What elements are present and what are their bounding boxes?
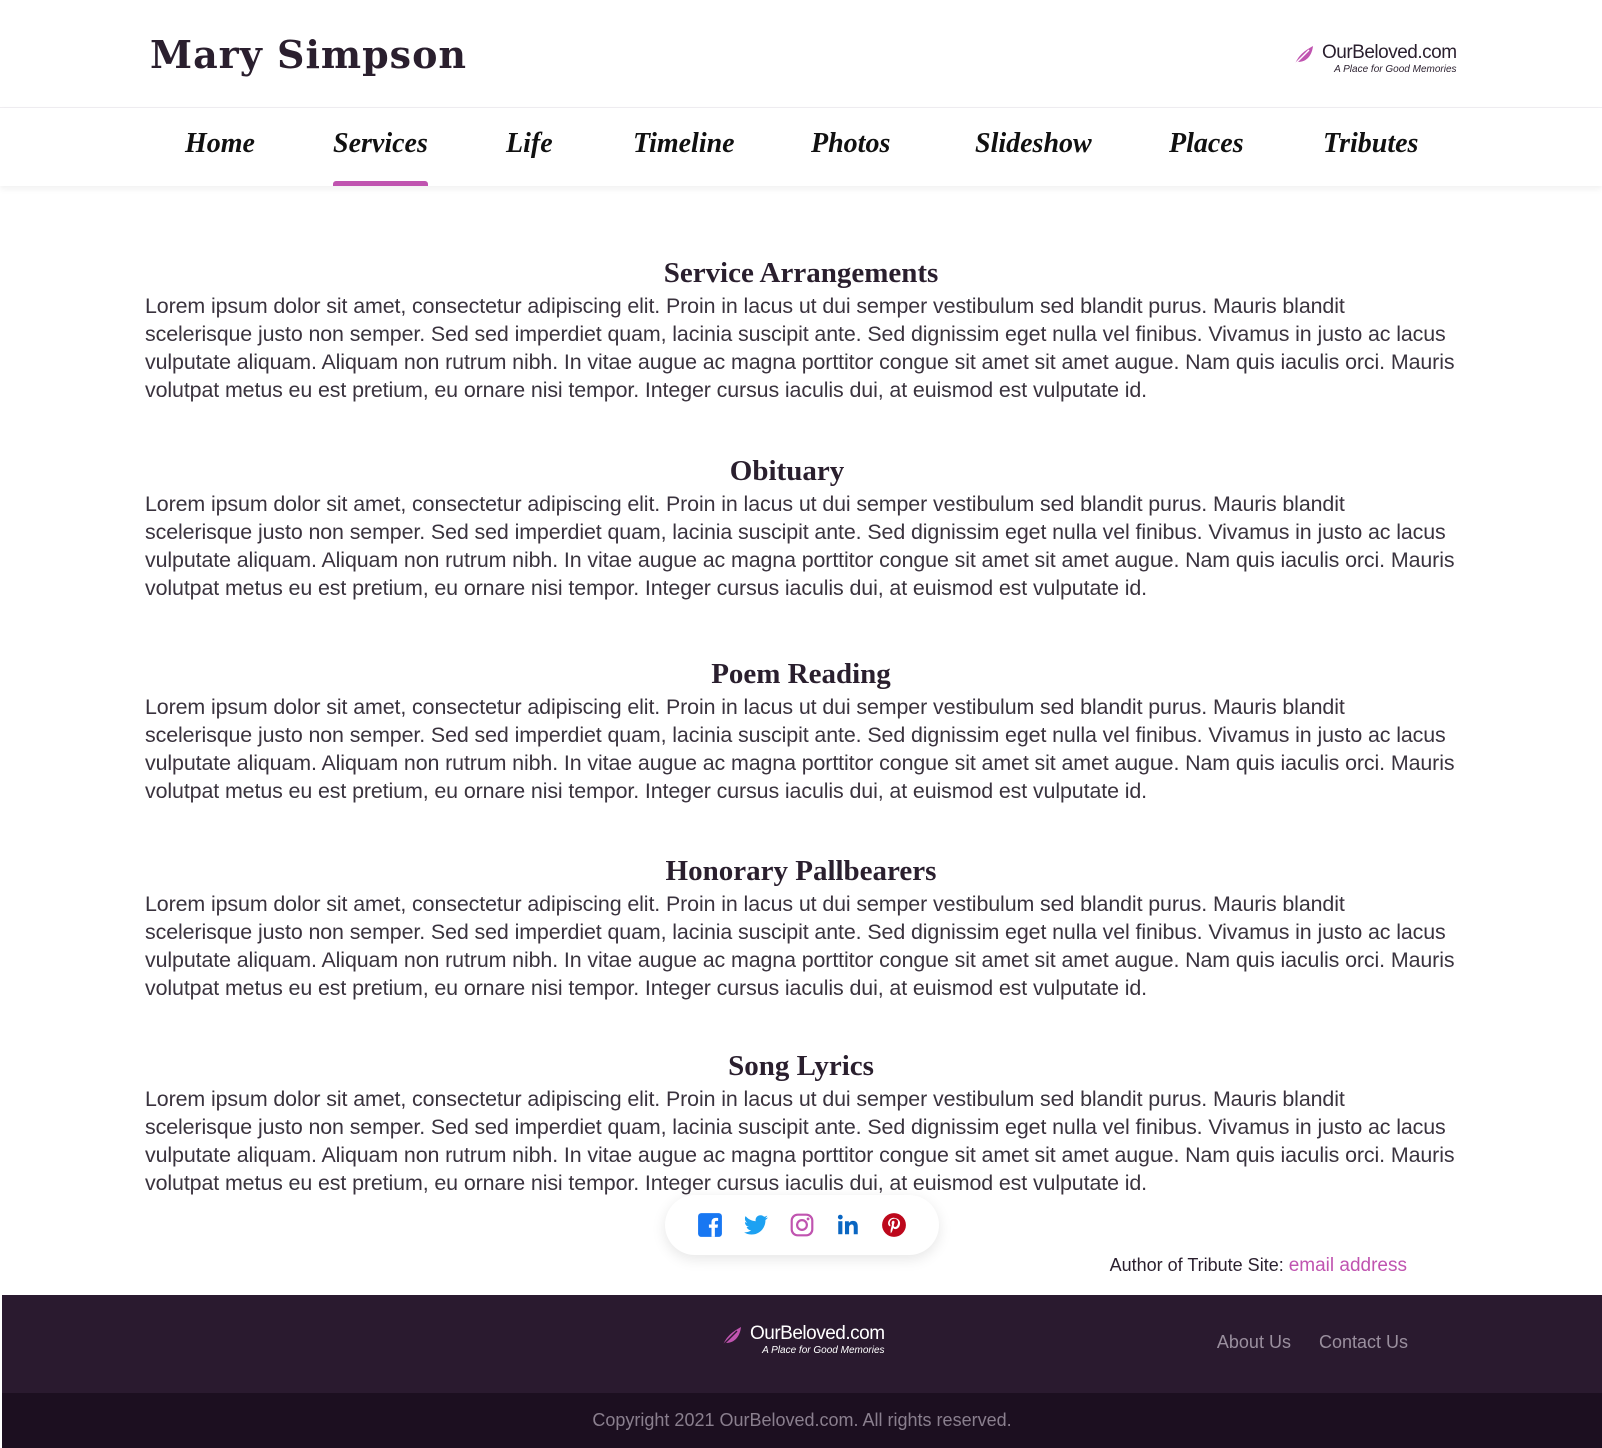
section-title: Service Arrangements [663,257,939,289]
leaf-logo-icon [1292,43,1316,67]
footer-logo[interactable] [720,1323,885,1357]
section-title: Obituary [729,455,845,487]
brand-tagline: A Place for Good Memories [1334,64,1457,75]
brand-name: OurBeloved.com [750,1323,885,1344]
social-share-bar [665,1195,939,1255]
site-title: Mary Simpson [150,32,468,77]
author-email-link[interactable]: email address [1288,1255,1407,1276]
linkedin-icon[interactable] [835,1212,861,1238]
author-label: Author of Tribute Site: [1109,1255,1284,1275]
copyright-text: Copyright 2021 OurBeloved.com. All rights reserved. [592,1410,1012,1430]
section-honorary-pallbearers [145,852,1457,1036]
brand-name: OurBeloved.com [1322,42,1457,63]
section-title: Song Lyrics [728,1050,874,1082]
section-title: Poem Reading [711,658,891,690]
section-body: Lorem ipsum dolor sit amet, consectetur adipiscing elit. Proin in lacus ut dui semper vestibulum sed blandit purus. Mauris blandit scelerisque justo non semper. Sed sed imperdiet quam, lacinia suscipit ante. Sed dignissim eget nulla vel finibus. Vivamus in justo ac lacus vulputate aliquam. Aliquam non rutrum nibh. In vitae augue ac magna porttitor congue sit amet sit amet augue. Nam quis iaculis orci. Mauris volutpat metus eu est pretium, eu ornare nisi tempor. Integer cursus iaculis dui, at euismod est vulputate id. [145,294,1455,402]
footer-links [1217,1332,1408,1353]
section-body: Lorem ipsum dolor sit amet, consectetur adipiscing elit. Proin in lacus ut dui semper vestibulum sed blandit purus. Mauris blandit scelerisque justo non semper. Sed sed imperdiet quam, lacinia suscipit ante. Sed dignissim eget nulla vel finibus. Vivamus in justo ac lacus vulputate aliquam. Aliquam non rutrum nibh. In vitae augue ac magna porttitor congue sit amet sit amet augue. Nam quis iaculis orci. Mauris volutpat metus eu est pretium, eu ornare nisi tempor. Integer cursus iaculis dui, at euismod est vulputate id. [145,492,1455,600]
nav-item-life[interactable]: Life [506,128,553,159]
section-song-lyrics [145,1047,1457,1197]
footer-bottom-bar [2,1393,1602,1448]
section-body: Lorem ipsum dolor sit amet, consectetur adipiscing elit. Proin in lacus ut dui semper vestibulum sed blandit purus. Mauris blandit scelerisque justo non semper. Sed sed imperdiet quam, lacinia suscipit ante. Sed dignissim eget nulla vel finibus. Vivamus in justo ac lacus vulputate aliquam. Aliquam non rutrum nibh. In vitae augue ac magna porttitor congue sit amet sit amet augue. Nam quis iaculis orci. Mauris volutpat metus eu est pretium, eu ornare nisi tempor. Integer cursus iaculis dui, at euismod est vulputate id. [145,1087,1455,1195]
brand-tagline: A Place for Good Memories [762,1345,885,1356]
nav-item-services[interactable]: Services [333,128,428,186]
author-line [1110,1255,1407,1277]
about-us-link[interactable]: About Us [1216,1332,1291,1352]
section-body: Lorem ipsum dolor sit amet, consectetur adipiscing elit. Proin in lacus ut dui semper vestibulum sed blandit purus. Mauris blandit scelerisque justo non semper. Sed sed imperdiet quam, lacinia suscipit ante. Sed dignissim eget nulla vel finibus. Vivamus in justo ac lacus vulputate aliquam. Aliquam non rutrum nibh. In vitae augue ac magna porttitor congue sit amet sit amet augue. Nam quis iaculis orci. Mauris volutpat metus eu est pretium, eu ornare nisi tempor. Integer cursus iaculis dui, at euismod est vulputate id. [145,695,1455,803]
nav-item-places[interactable]: Places [1169,128,1244,159]
section-service-arrangements [145,254,1457,441]
main-nav [0,108,1602,186]
section-obituary [145,452,1457,639]
instagram-icon[interactable] [789,1212,815,1238]
main-content [145,240,1457,1197]
nav-item-timeline[interactable]: Timeline [633,128,735,159]
nav-item-photos[interactable]: Photos [811,128,891,159]
nav-item-home[interactable]: Home [185,128,255,159]
leaf-logo-icon [720,1324,744,1348]
header-logo[interactable] [1292,42,1457,76]
pinterest-icon[interactable] [881,1212,907,1238]
contact-us-link[interactable]: Contact Us [1318,1332,1408,1352]
twitter-icon[interactable] [743,1212,769,1238]
nav-item-tributes[interactable]: Tributes [1323,128,1419,159]
nav-item-slideshow[interactable]: Slideshow [975,128,1092,159]
facebook-icon[interactable] [697,1212,723,1238]
section-title: Honorary Pallbearers [665,855,937,887]
section-body: Lorem ipsum dolor sit amet, consectetur adipiscing elit. Proin in lacus ut dui semper vestibulum sed blandit purus. Mauris blandit scelerisque justo non semper. Sed sed imperdiet quam, lacinia suscipit ante. Sed dignissim eget nulla vel finibus. Vivamus in justo ac lacus vulputate aliquam. Aliquam non rutrum nibh. In vitae augue ac magna porttitor congue sit amet sit amet augue. Nam quis iaculis orci. Mauris volutpat metus eu est pretium, eu ornare nisi tempor. Integer cursus iaculis dui, at euismod est vulputate id. [145,892,1455,1000]
section-poem-reading [145,655,1457,838]
site-header [0,0,1602,108]
